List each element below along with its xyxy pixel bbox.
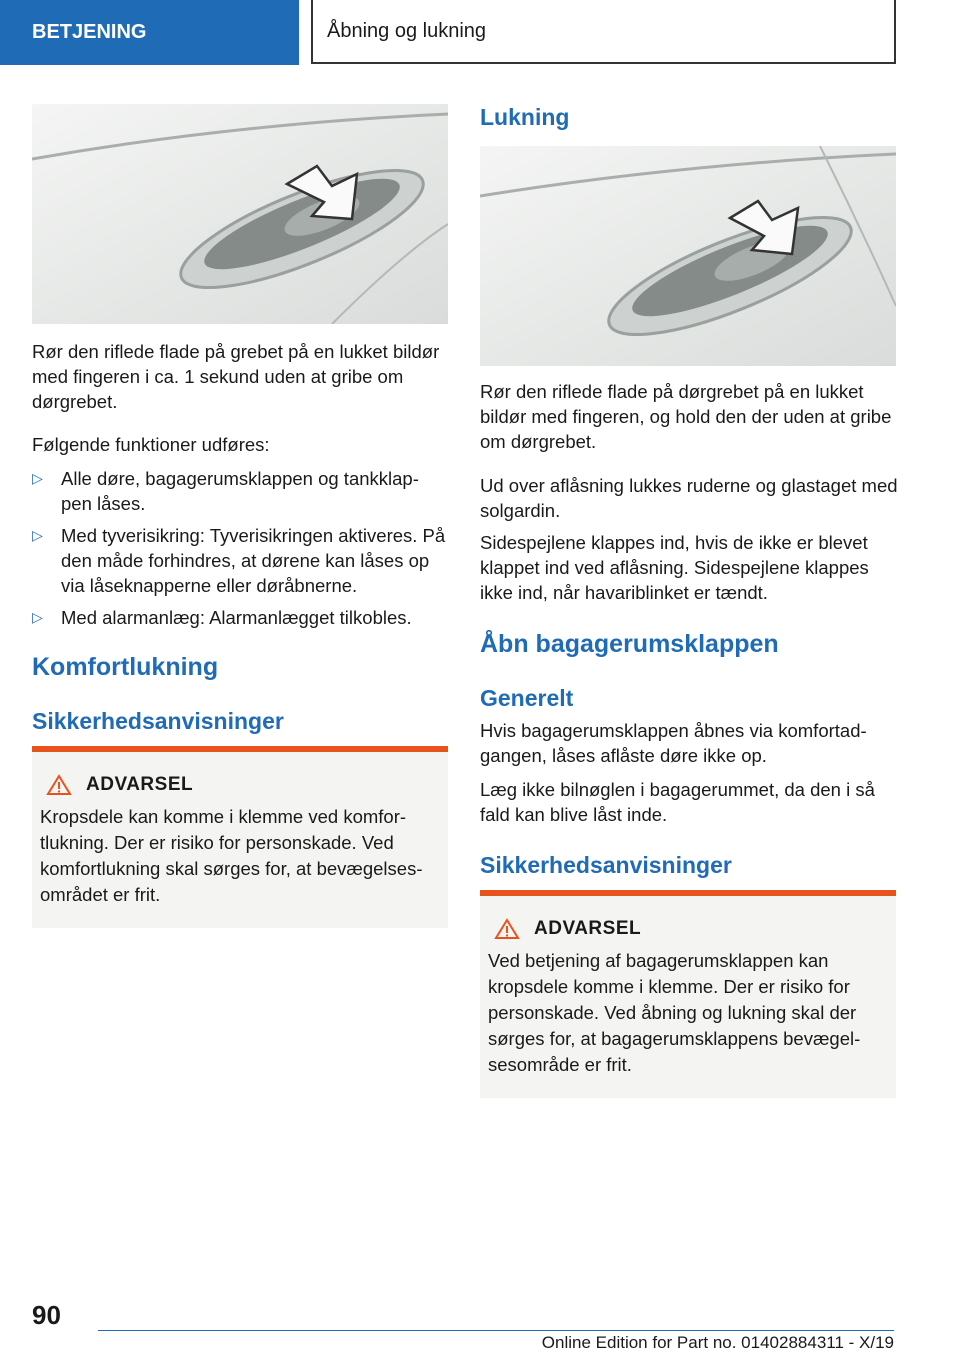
lukning-paragraph-3: Sidespejlene klappes ind, hvis de ikke er blevet klappet ind ved aflåsning. Sidespejlene klappes ikke ind, når havariblinket er tændt. (480, 532, 869, 603)
list-item: ▷ Med tyverisikring: Tyverisikringen aktiveres. På den måde forhindres, at dørene kan låses op via låseknapperne eller døråbnerne. (32, 525, 446, 596)
door-handle-image-left (32, 104, 448, 324)
list-item: ▷ Alle døre, bagagerumsklappen og tankklap-pen låses. (32, 468, 419, 514)
heading-safety-right: Sikkerhedsanvisninger (480, 852, 732, 878)
warning-title: ADVARSEL (86, 774, 194, 795)
lukning-paragraph-1: Rør den riflede flade på dørgrebet på en lukket bildør med fingeren, og hold den der uden at gribe om dørgrebet. (480, 381, 892, 452)
triangle-bullet-icon: ▷ (32, 609, 43, 625)
warning-text: Kropsdele kan komme i klemme ved komfor-tlukning. Der er risiko for personskade. Ved komfortlukning skal sørges for, at bevægelses-området er frit. (40, 806, 423, 905)
triangle-bullet-icon: ▷ (32, 527, 43, 543)
section-tab (0, 0, 299, 65)
heading-komfortlukning: Komfortlukning (32, 653, 219, 681)
warning-triangle-icon (46, 774, 72, 796)
heading-generelt: Generelt (480, 685, 574, 711)
chapter-header (311, 0, 896, 64)
heading-lukning: Lukning (480, 104, 570, 130)
generelt-paragraph-2: Læg ikke bilnøglen i bagagerummet, da den i så fald kan blive låst inde. (480, 779, 875, 825)
section-title: BETJENING (32, 21, 147, 43)
functions-list (32, 466, 448, 630)
generelt-paragraph-1: Hvis bagagerumsklappen åbnes via komfortad-gangen, låses aflåste døre ikke op. (480, 720, 867, 766)
warning-box-right (480, 890, 896, 1098)
functions-lead: Følgende funktioner udføres: (32, 434, 270, 455)
triangle-bullet-icon: ▷ (32, 470, 43, 486)
lukning-paragraph-2: Ud over aflåsning lukkes ruderne og glastaget med solgardin. (480, 475, 898, 521)
footer-text: Online Edition for Part no. 01402884311 - X/19 (541, 1333, 894, 1352)
heading-safety-left: Sikkerhedsanvisninger (32, 708, 284, 734)
chapter-title: Åbning og lukning (327, 19, 487, 42)
warning-box-left (32, 746, 448, 928)
intro-paragraph: Rør den riflede flade på grebet på en lukket bildør med fingeren i ca. 1 sekund uden at gribe om dørgrebet. (32, 341, 440, 412)
list-item: ▷ Med alarmanlæg: Alarmanlægget tilkobles. (32, 607, 412, 628)
heading-open-trunk: Åbn bagagerumsklappen (480, 630, 779, 658)
door-handle-image-right (480, 146, 896, 366)
warning-text: Ved betjening af bagagerumsklappen kan kropsdele komme i klemme. Der er risiko for personskade. Ved åbning og lukning skal der sørges for, at bagagerumsklappens bevægel-sesområde er frit. (488, 950, 861, 1075)
footer (98, 1330, 894, 1353)
door-handle-arrow-illustration-icon (480, 146, 896, 366)
page-number: 90 (32, 1300, 61, 1330)
door-handle-arrow-illustration-icon (32, 104, 448, 324)
warning-triangle-icon (494, 918, 520, 940)
warning-title: ADVARSEL (534, 918, 642, 939)
